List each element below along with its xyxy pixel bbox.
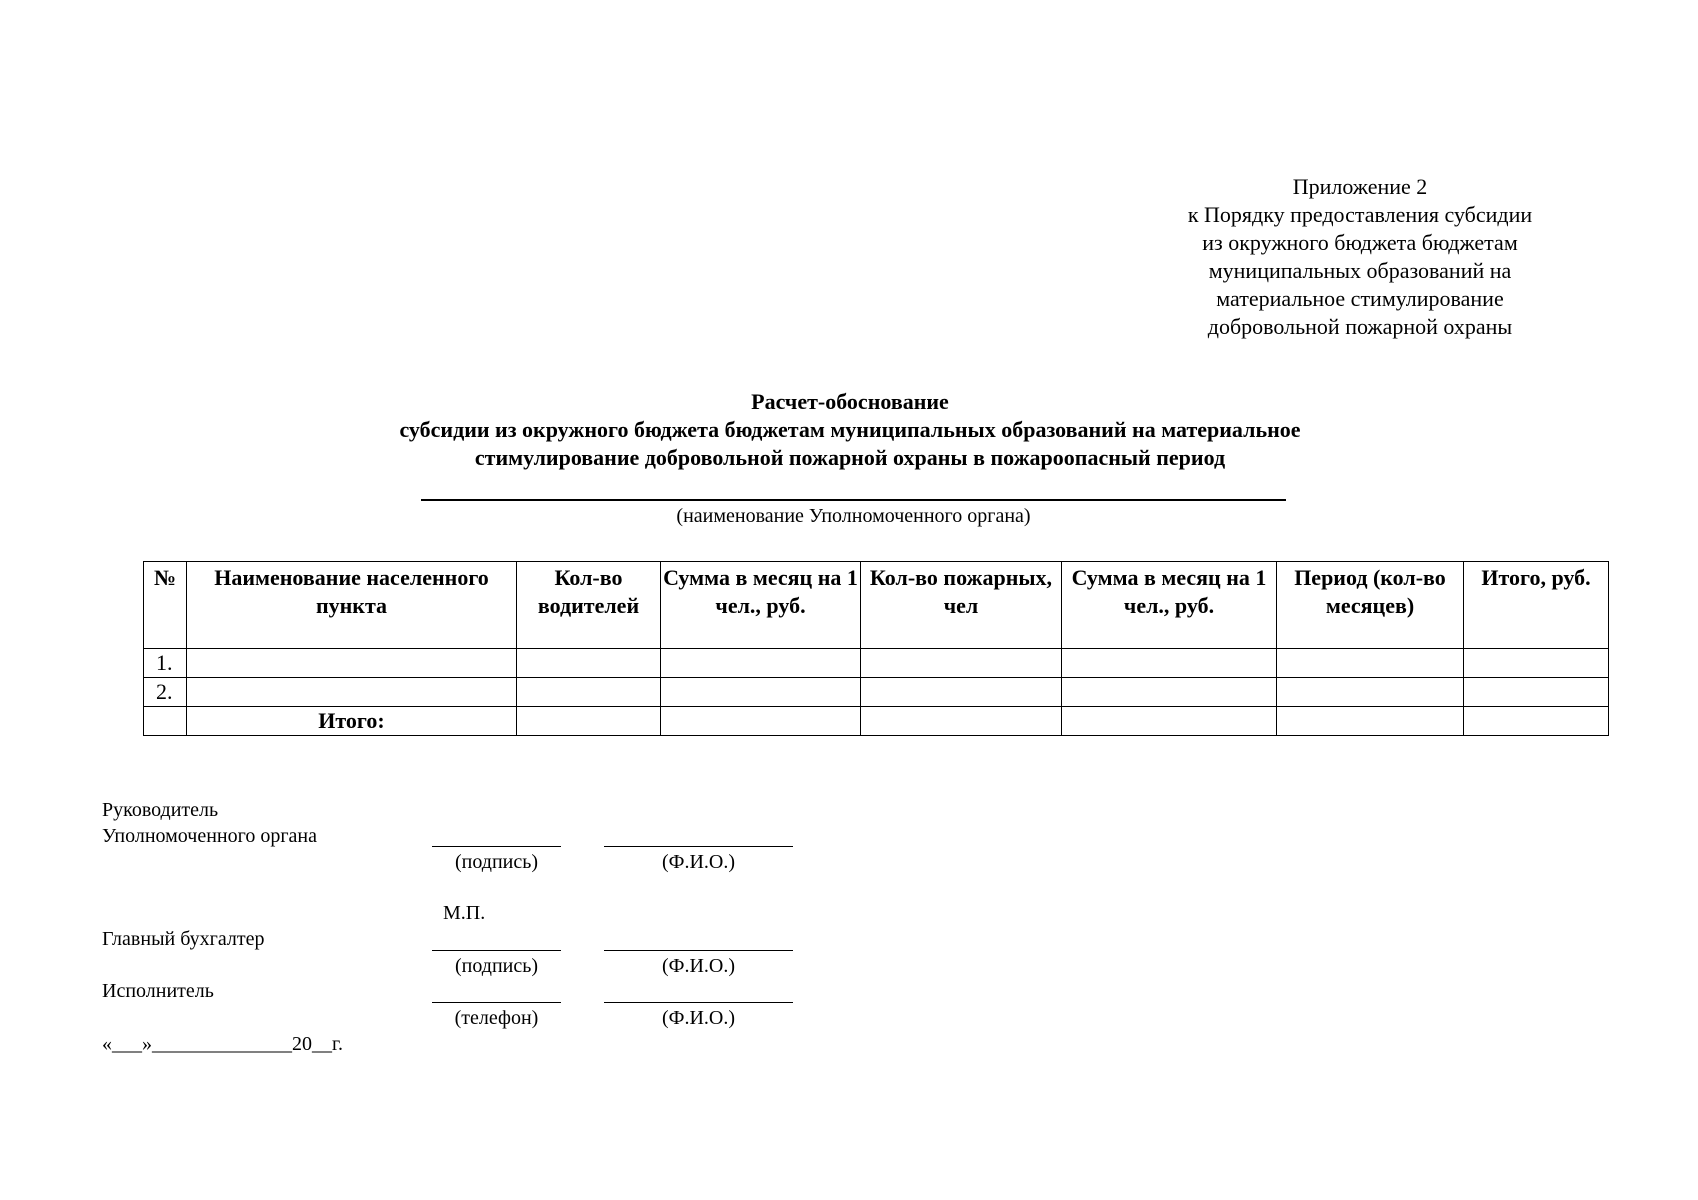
org-name-caption: (наименование Уполномоченного органа) — [676, 505, 1031, 527]
table-cell[interactable] — [1464, 678, 1609, 707]
executor-phone-line — [432, 1002, 561, 1003]
appendix-block — [1160, 173, 1560, 341]
appendix-line: материальное стимулирование — [1216, 286, 1504, 311]
head-fio-caption: (Ф.И.О.) — [661, 851, 735, 873]
header-total: Итого, руб. — [1464, 562, 1609, 649]
table-cell[interactable] — [1464, 707, 1609, 736]
accountant-label: Главный бухгалтер — [102, 928, 265, 950]
executor-fio-line — [604, 1002, 793, 1003]
table-total-row — [144, 707, 1609, 736]
calculation-table — [143, 561, 1609, 736]
head-label-line2: Уполномоченного органа — [102, 825, 317, 847]
title-line: субсидии из окружного бюджета бюджетам муниципальных образований на материальное — [399, 417, 1301, 442]
table-cell: 2. — [144, 678, 187, 707]
table-cell[interactable] — [1277, 649, 1464, 678]
head-label-line1: Руководитель — [102, 799, 219, 821]
table-cell[interactable] — [1277, 707, 1464, 736]
title-line: Расчет-обоснование — [751, 389, 949, 414]
header-monthly-sum-firefighters: Сумма в месяц на 1 чел., руб. — [1062, 562, 1277, 649]
accountant-signature-line — [432, 950, 561, 951]
table-cell[interactable] — [861, 649, 1062, 678]
table-cell[interactable] — [187, 649, 517, 678]
appendix-line: муниципальных образований на — [1208, 258, 1512, 283]
header-drivers-count: Кол-во водителей — [517, 562, 661, 649]
table-row — [144, 649, 1609, 678]
table-cell[interactable] — [1277, 678, 1464, 707]
date-line: «___»______________20__г. — [102, 1033, 343, 1055]
table-cell[interactable] — [517, 678, 661, 707]
table-cell[interactable] — [861, 707, 1062, 736]
header-firefighters-count: Кол-во пожарных, чел — [861, 562, 1062, 649]
appendix-line: добровольной пожарной охраны — [1207, 314, 1513, 339]
executor-label: Исполнитель — [102, 980, 214, 1002]
table-cell[interactable] — [661, 649, 861, 678]
table-cell[interactable] — [1464, 649, 1609, 678]
table-cell[interactable] — [661, 678, 861, 707]
accountant-signature-caption: (подпись) — [454, 955, 539, 977]
accountant-fio-line — [604, 950, 793, 951]
table-header-row — [144, 562, 1609, 649]
document-title — [300, 388, 1400, 472]
executor-phone-caption: (телефон) — [454, 1007, 539, 1029]
accountant-fio-caption: (Ф.И.О.) — [661, 955, 735, 977]
table-cell: 1. — [144, 649, 187, 678]
header-number: № — [144, 562, 187, 649]
table-cell[interactable] — [187, 678, 517, 707]
executor-fio-caption: (Ф.И.О.) — [661, 1007, 735, 1029]
table-cell[interactable] — [861, 678, 1062, 707]
table-cell[interactable] — [661, 707, 861, 736]
table-cell[interactable] — [517, 649, 661, 678]
table-cell[interactable] — [1062, 649, 1277, 678]
appendix-line: из окружного бюджета бюджетам — [1202, 230, 1518, 255]
table-cell[interactable] — [517, 707, 661, 736]
stamp-place: М.П. — [443, 902, 486, 924]
head-fio-line — [604, 846, 793, 847]
header-settlement-name: Наименование населенного пункта — [187, 562, 517, 649]
table-cell — [144, 707, 187, 736]
head-signature-line — [432, 846, 561, 847]
header-period: Период (кол-во месяцев) — [1277, 562, 1464, 649]
total-label: Итого: — [187, 707, 517, 736]
appendix-line: к Порядку предоставления субсидии — [1187, 202, 1533, 227]
header-monthly-sum-drivers: Сумма в месяц на 1 чел., руб. — [661, 562, 861, 649]
table-cell[interactable] — [1062, 678, 1277, 707]
appendix-line: Приложение 2 — [1292, 174, 1428, 199]
table-cell[interactable] — [1062, 707, 1277, 736]
table-row — [144, 678, 1609, 707]
org-name-fill-line — [421, 499, 1286, 501]
title-line: стимулирование добровольной пожарной охраны в пожароопасный период — [474, 445, 1226, 470]
head-signature-caption: (подпись) — [454, 851, 539, 873]
